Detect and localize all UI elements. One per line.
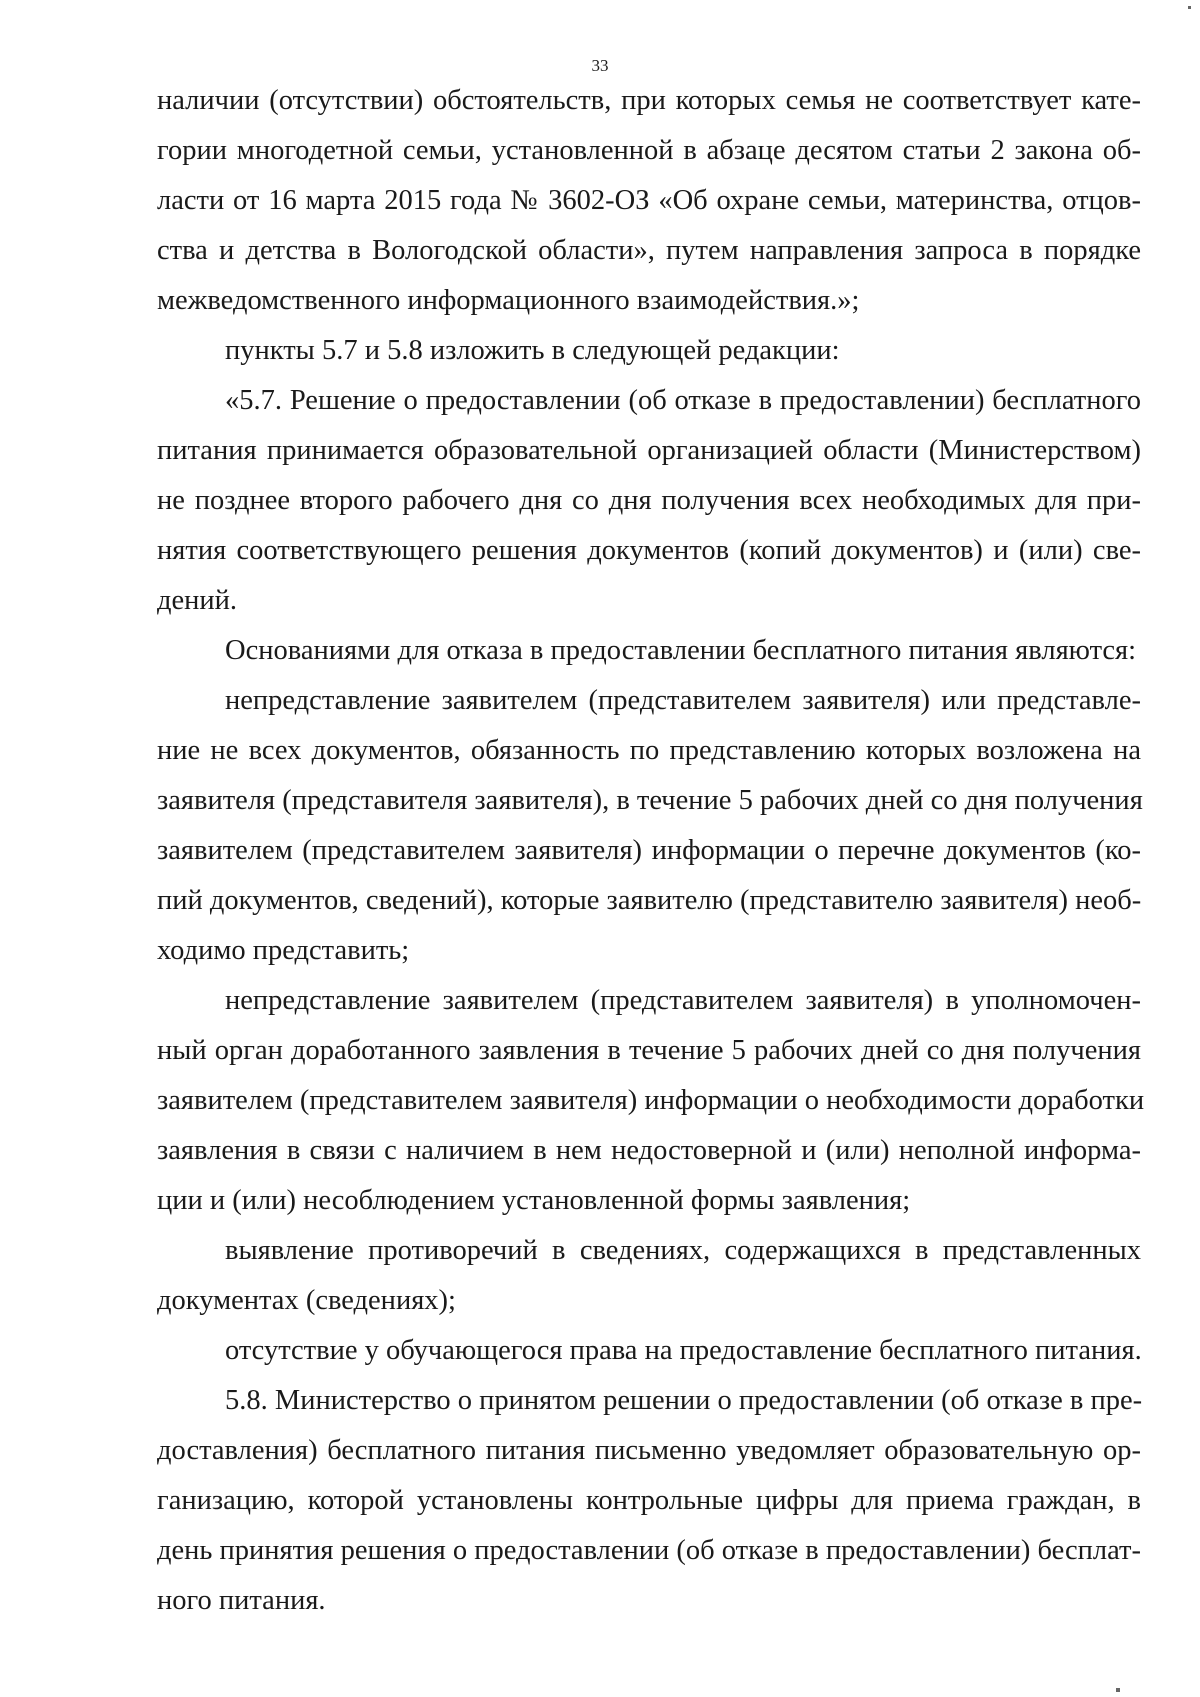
text-line: наличии (отсутствии) обстоятельств, при которых семья не соответствует кате-: [157, 85, 1141, 116]
document-body: [157, 76, 1145, 1626]
text-line: ние не всех документов, обязанность по представлению которых возложена на: [157, 735, 1141, 766]
text-line: ный орган доработанного заявления в течение 5 рабочих дней со дня получения: [157, 1035, 1141, 1066]
scan-mark-bottom-right: [1116, 1688, 1120, 1692]
paragraph: [157, 376, 1141, 626]
paragraph: [157, 676, 1141, 976]
text-line: ганизацию, которой установлены контрольные цифры для приема граждан, в: [157, 1485, 1141, 1516]
text-line: заявителем (представителем заявителя) информации о необходимости доработки: [157, 1085, 1145, 1116]
text-line: заявления в связи с наличием в нем недостоверной и (или) неполной информа-: [157, 1135, 1141, 1166]
paragraph: [157, 326, 1141, 376]
text-line: ного питания.: [157, 1585, 326, 1616]
text-line: ходимо представить;: [157, 935, 410, 966]
text-line: ласти от 16 марта 2015 года № 3602-ОЗ «Об охране семьи, материнства, отцов-: [157, 185, 1141, 216]
text-line: ства и детства в Вологодской области», путем направления запроса в порядке: [157, 235, 1141, 266]
text-line: пий документов, сведений), которые заявителю (представителю заявителя) необ-: [157, 885, 1142, 916]
text-line: нятия соответствующего решения документов (копий документов) и (или) све-: [157, 535, 1141, 566]
text-line: 5.8. Министерство о принятом решении о предоставлении (об отказе в пре-: [225, 1385, 1143, 1416]
text-line: питания принимается образовательной организацией области (Министерством): [157, 435, 1141, 466]
text-line: «5.7. Решение о предоставлении (об отказе в предоставлении) бесплатного: [225, 385, 1141, 416]
paragraph: [157, 1376, 1141, 1626]
page-number: 33: [591, 56, 609, 75]
paragraph: [157, 76, 1141, 326]
text-line: не позднее второго рабочего дня со дня получения всех необходимых для при-: [157, 485, 1141, 516]
text-line: заявителя (представителя заявителя), в течение 5 рабочих дней со дня получения: [157, 785, 1143, 816]
text-line: Основаниями для отказа в предоставлении бесплатного питания являются:: [225, 635, 1137, 666]
text-line: доставления) бесплатного питания письменно уведомляет образовательную ор-: [157, 1435, 1141, 1466]
text-line: документах (сведениях);: [157, 1285, 456, 1316]
text-line: заявителем (представителем заявителя) информации о перечне документов (ко-: [157, 835, 1141, 866]
text-line: непредставление заявителем (представителем заявителя) в уполномочен-: [225, 985, 1141, 1016]
paragraph: [157, 976, 1145, 1226]
text-line: дений.: [157, 585, 238, 616]
text-line: ции и (или) несоблюдением установленной формы заявления;: [157, 1185, 911, 1216]
text-line: выявление противоречий в сведениях, содержащихся в представленных: [225, 1235, 1141, 1266]
scan-mark-top-right: [1188, 6, 1191, 9]
text-line: отсутствие у обучающегося права на предоставление бесплатного питания.: [225, 1335, 1142, 1366]
text-line: межведомственного информационного взаимодействия.»;: [157, 285, 860, 316]
paragraph: [157, 1226, 1141, 1326]
paragraph: [157, 1326, 1141, 1376]
text-line: непредставление заявителем (представителем заявителя) или представле-: [225, 685, 1141, 716]
text-line: гории многодетной семьи, установленной в абзаце десятом статьи 2 закона об-: [157, 135, 1141, 166]
text-line: день принятия решения о предоставлении (об отказе в предоставлении) бесплат-: [157, 1535, 1141, 1566]
text-line: пункты 5.7 и 5.8 изложить в следующей редакции:: [225, 335, 840, 366]
paragraph: [157, 626, 1141, 676]
